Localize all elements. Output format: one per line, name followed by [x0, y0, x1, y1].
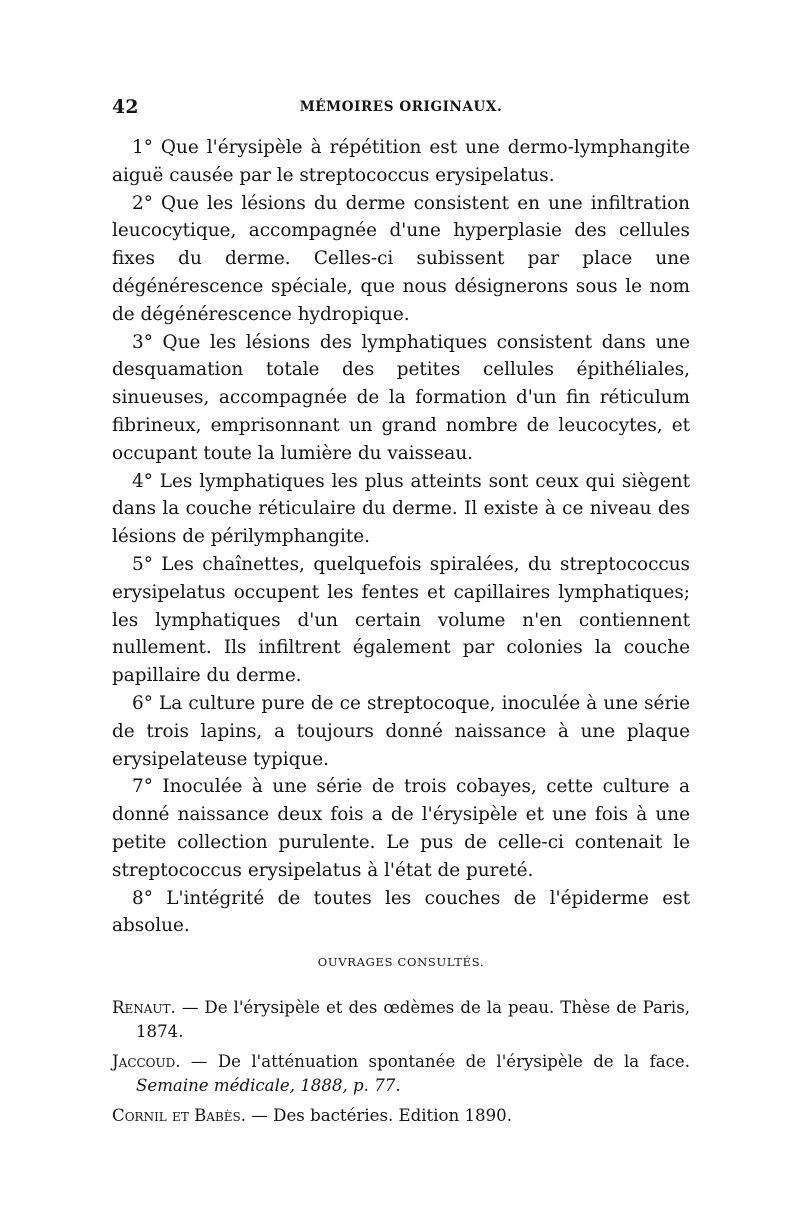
conclusion-paragraph: 5° Les chaînettes, quelquefois spiralées, du streptococcus erysipelatus occupent les fentes et capillaires lymphatiques; les lymphatiques d'un certain volume n'en contiennent nullement. Ils infiltrent également par colonies la couche papillaire du derme.	[112, 553, 690, 687]
reference-entry	[112, 996, 690, 1044]
reference-title: — De l'atténuation spontanée de l'érysipèle de la face.	[180, 1052, 690, 1071]
references-list	[112, 996, 690, 1134]
reference-entry	[112, 1050, 690, 1098]
running-title: MÉMOIRES ORIGINAUX.	[299, 99, 503, 115]
reference-author: Renaut.	[112, 998, 176, 1017]
reference-author: Jaccoud.	[112, 1052, 181, 1071]
conclusion-paragraph: 7° Inoculée à une série de trois cobayes, cette culture a donné naissance deux fois a de l'érysipèle et une fois à une petite collection purulente. Le pus de celle-ci contenait le streptococcus erysipelatus à l'état de pureté.	[112, 776, 690, 881]
page-number: 42	[112, 96, 139, 118]
conclusion-paragraph: 3° Que les lésions des lymphatiques consistent dans une desquamation totale des petites cellules épithéliales, sinueuses, accompagnée de la formation d'un fin réticulum fibrineux, emprisonnant un grand nombre de leucocytes, et occupant toute la lumière du vaisseau.	[112, 331, 690, 464]
conclusion-paragraph: 2° Que les lésions du derme consistent en une infiltration leucocytique, accompagnée d'une hyperplasie des cellules fixes du derme. Celles-ci subissent par place une dégénérescence spéciale, que nous désignerons sous le nom de dégénérescence hydropique.	[112, 192, 690, 325]
reference-author: Cornil et Babès.	[112, 1106, 247, 1125]
conclusions-list	[112, 134, 690, 940]
reference-source: Semaine médicale, 1888, p. 77.	[136, 1076, 401, 1095]
reference-entry	[112, 1104, 690, 1128]
references-heading: OUVRAGES CONSULTÉS.	[317, 955, 485, 969]
reference-title: — Des bactéries. Edition 1890.	[246, 1106, 512, 1125]
conclusion-paragraph: 6° La culture pure de ce streptocoque, inoculée à une série de trois lapins, a toujours donné naissance à une plaque erysipelateuse typique.	[112, 692, 690, 770]
conclusion-paragraph: 8° L'intégrité de toutes les couches de l'épiderme est absolue.	[112, 887, 690, 937]
reference-title: — De l'érysipèle et des œdèmes de la peau. Thèse de Paris, 1874.	[136, 998, 690, 1041]
page-header	[112, 96, 690, 120]
conclusion-paragraph: 1° Que l'érysipèle à répétition est une dermo-lymphangite aiguë causée par le streptococcus erysipelatus.	[112, 137, 690, 186]
conclusion-paragraph: 4° Les lymphatiques les plus atteints sont ceux qui siègent dans la couche réticulaire du derme. Il existe à ce niveau des lésions de périlymphangite.	[112, 470, 690, 548]
